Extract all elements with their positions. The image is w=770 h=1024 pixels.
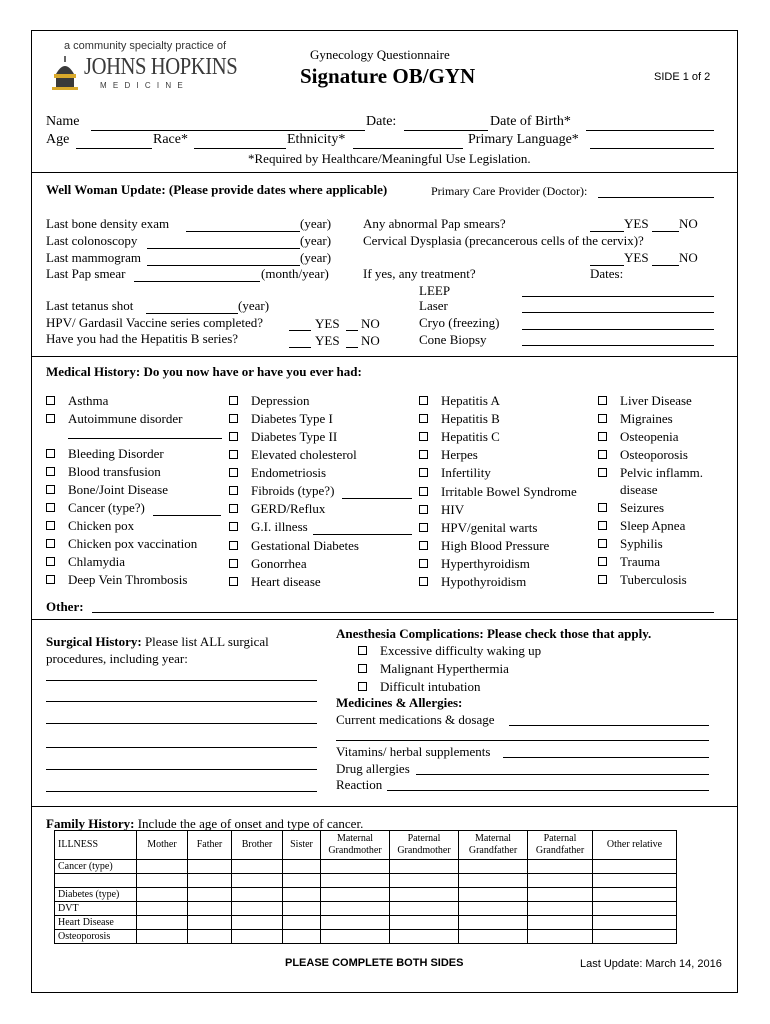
- laser-date-field[interactable]: [522, 312, 714, 313]
- row-dvt: DVT: [55, 902, 137, 916]
- tetanus-unit: (year): [238, 298, 270, 313]
- hepb-label: Have you had the Hepatitis B series?: [46, 331, 239, 346]
- header-brother: Brother: [232, 831, 283, 860]
- colonoscopy-unit: (year): [300, 233, 332, 248]
- abnormal-pap-no-field[interactable]: [652, 231, 679, 232]
- checkbox[interactable]: [419, 487, 428, 496]
- current-medications-label: Current medications & dosage: [336, 712, 495, 727]
- divider: [31, 172, 738, 173]
- ethnicity-field[interactable]: [353, 148, 463, 149]
- checkbox[interactable]: [229, 432, 238, 441]
- dysplasia-no-field[interactable]: [652, 265, 679, 266]
- family-history-title: Family History: Include the age of onset and type of cancer.: [46, 816, 364, 831]
- hepb-yes-field[interactable]: [289, 347, 311, 348]
- surgical-line[interactable]: [46, 723, 317, 724]
- hpv-no: NO: [361, 316, 380, 331]
- language-field[interactable]: [590, 148, 714, 149]
- pelvic-continuation: disease: [620, 482, 658, 497]
- ethnicity-label: Ethnicity*: [287, 132, 346, 147]
- vitamins-field[interactable]: [503, 757, 709, 758]
- hpv-label: HPV/ Gardasil Vaccine series completed?: [46, 315, 264, 330]
- cryo-date-field[interactable]: [522, 329, 714, 330]
- tetanus-field[interactable]: [146, 313, 238, 314]
- hpv-yes: YES: [315, 316, 340, 331]
- mammogram-unit: (year): [300, 250, 332, 265]
- header-sister: Sister: [283, 831, 321, 860]
- checkbox[interactable]: [419, 396, 428, 405]
- checkbox[interactable]: [46, 449, 55, 458]
- checkbox[interactable]: [229, 541, 238, 550]
- leep-date-field[interactable]: [522, 296, 714, 297]
- checkbox[interactable]: [46, 414, 55, 423]
- surgical-line[interactable]: [46, 747, 317, 748]
- checkbox[interactable]: [229, 486, 238, 495]
- bone-density-label: Last bone density exam: [46, 216, 170, 231]
- divider: [31, 806, 738, 807]
- checkbox[interactable]: [46, 539, 55, 548]
- mammogram-label: Last mammogram: [46, 250, 141, 265]
- checkbox[interactable]: [598, 414, 607, 423]
- checkbox[interactable]: [598, 468, 607, 477]
- colonoscopy-label: Last colonoscopy: [46, 233, 138, 248]
- drug-allergies-field[interactable]: [416, 774, 709, 775]
- checkbox[interactable]: [419, 505, 428, 514]
- side-label: SIDE 1 of 2: [654, 71, 711, 83]
- family-history-table: [54, 830, 677, 944]
- checkbox[interactable]: [598, 575, 607, 584]
- hepb-yes: YES: [315, 333, 340, 348]
- header-other-relative: Other relative: [593, 831, 677, 860]
- pap-unit: (month/year): [261, 266, 329, 281]
- checkbox[interactable]: [358, 682, 367, 691]
- cryo-label: Cryo (freezing): [419, 315, 500, 330]
- pap-label: Last Pap smear: [46, 266, 126, 281]
- abnormal-pap-yes-field[interactable]: [590, 231, 624, 232]
- row-heart-disease: Heart Disease: [55, 916, 137, 930]
- checkbox[interactable]: [46, 467, 55, 476]
- name-label: Name: [46, 114, 80, 129]
- checkbox[interactable]: [419, 414, 428, 423]
- colonoscopy-field[interactable]: [147, 248, 300, 249]
- row-blank: [55, 874, 137, 888]
- row-cancer: Cancer (type): [55, 860, 137, 874]
- dob-label: Date of Birth*: [490, 114, 571, 129]
- laser-label: Laser: [419, 298, 448, 313]
- hpv-no-field[interactable]: [346, 330, 358, 331]
- checkbox[interactable]: [419, 468, 428, 477]
- well-woman-title: Well Woman Update: (Please provide dates where applicable): [46, 182, 388, 197]
- checkbox[interactable]: [46, 575, 55, 584]
- dob-field[interactable]: [586, 130, 714, 131]
- surgical-line[interactable]: [46, 769, 317, 770]
- dates-label: Dates:: [590, 266, 624, 281]
- checkbox[interactable]: [598, 521, 607, 530]
- checkbox[interactable]: [598, 557, 607, 566]
- age-field[interactable]: [76, 148, 152, 149]
- checkbox[interactable]: [229, 396, 238, 405]
- checkbox[interactable]: [358, 646, 367, 655]
- medications-line[interactable]: [336, 740, 709, 741]
- checkbox[interactable]: [229, 504, 238, 513]
- race-label: Race*: [153, 132, 188, 147]
- pcp-label: Primary Care Provider (Doctor):: [431, 184, 588, 198]
- medical-history-title: Medical History: Do you now have or have you ever had:: [46, 364, 362, 379]
- surgical-line[interactable]: [46, 680, 317, 681]
- other-label: Other:: [46, 599, 84, 614]
- checkbox[interactable]: [229, 468, 238, 477]
- checkbox[interactable]: [46, 521, 55, 530]
- surgical-line[interactable]: [46, 791, 317, 792]
- checkbox[interactable]: [598, 432, 607, 441]
- pap-field[interactable]: [134, 281, 260, 282]
- anesthesia-title: Anesthesia Complications: Please check those that apply.: [336, 626, 652, 641]
- checkbox[interactable]: [229, 414, 238, 423]
- date-field[interactable]: [404, 130, 488, 131]
- checkbox[interactable]: [46, 557, 55, 566]
- fibroids-type-field[interactable]: [342, 498, 412, 499]
- header-paternal-grandfather: Paternal Grandfather: [528, 831, 593, 860]
- medicines-title: Medicines & Allergies:: [336, 695, 463, 710]
- hepb-no: NO: [361, 333, 380, 348]
- reaction-label: Reaction: [336, 777, 383, 792]
- header-maternal-grandfather: Maternal Grandfather: [459, 831, 528, 860]
- checkbox[interactable]: [419, 523, 428, 532]
- treatment-label: If yes, any treatment?: [363, 266, 476, 281]
- cone-date-field[interactable]: [522, 345, 714, 346]
- language-label: Primary Language*: [468, 132, 579, 147]
- last-update: Last Update: March 14, 2016: [580, 958, 722, 970]
- dysplasia-label: Cervical Dysplasia (precancerous cells of the cervix)?: [363, 233, 644, 248]
- reaction-field[interactable]: [387, 790, 709, 791]
- hepb-no-field[interactable]: [346, 347, 358, 348]
- age-label: Age: [46, 132, 70, 147]
- other-field[interactable]: [92, 612, 714, 613]
- checkbox[interactable]: [419, 450, 428, 459]
- form-title: Gynecology Questionnaire: [310, 47, 450, 62]
- bone-density-unit: (year): [300, 216, 332, 231]
- name-field[interactable]: [91, 130, 365, 131]
- date-label: Date:: [366, 114, 397, 129]
- checkbox[interactable]: [419, 541, 428, 550]
- johns-hopkins-dome-logo: [50, 54, 80, 92]
- checkbox[interactable]: [229, 559, 238, 568]
- dysplasia-yes: YES: [624, 250, 649, 265]
- row-osteoporosis: Osteoporosis: [55, 930, 137, 944]
- checkbox[interactable]: [419, 577, 428, 586]
- header-illness: ILLNESS: [55, 831, 137, 860]
- checkbox[interactable]: [598, 450, 607, 459]
- practice-name: Signature OB/GYN: [300, 64, 476, 88]
- checkbox[interactable]: [229, 450, 238, 459]
- divider: [31, 619, 738, 620]
- surgical-history-subtitle: procedures, including year:: [46, 651, 188, 666]
- pcp-field[interactable]: [598, 197, 714, 198]
- dysplasia-no: NO: [679, 250, 698, 265]
- hpv-yes-field[interactable]: [289, 330, 311, 331]
- vitamins-label: Vitamins/ herbal supplements: [336, 744, 491, 759]
- logo-tagline: a community specialty practice of: [64, 40, 227, 52]
- current-medications-field[interactable]: [509, 725, 709, 726]
- checkbox[interactable]: [229, 577, 238, 586]
- logo-subtitle: M E D I C I N E: [100, 81, 185, 90]
- row-diabetes: Diabetes (type): [55, 888, 137, 902]
- checkbox[interactable]: [358, 664, 367, 673]
- checkbox[interactable]: [598, 539, 607, 548]
- leep-label: LEEP: [419, 283, 451, 298]
- surgical-line[interactable]: [46, 701, 317, 702]
- header-paternal-grandmother: Paternal Grandmother: [390, 831, 459, 860]
- race-field[interactable]: [194, 148, 286, 149]
- complete-both-sides-note: PLEASE COMPLETE BOTH SIDES: [285, 957, 464, 969]
- checkbox[interactable]: [229, 522, 238, 531]
- gi-illness-field[interactable]: [313, 534, 412, 535]
- header-father: Father: [188, 831, 232, 860]
- header-maternal-grandmother: Maternal Grandmother: [321, 831, 390, 860]
- required-note: *Required by Healthcare/Meaningful Use Legislation.: [248, 151, 531, 166]
- checkbox[interactable]: [46, 485, 55, 494]
- abnormal-pap-label: Any abnormal Pap smears?: [363, 216, 506, 231]
- abnormal-pap-yes: YES: [624, 216, 649, 231]
- checkbox[interactable]: [598, 503, 607, 512]
- logo-name: JOHNS HOPKINS: [84, 54, 238, 80]
- checkbox[interactable]: [419, 559, 428, 568]
- drug-allergies-label: Drug allergies: [336, 761, 410, 776]
- divider: [31, 356, 738, 357]
- tetanus-label: Last tetanus shot: [46, 298, 134, 313]
- checkbox[interactable]: [46, 396, 55, 405]
- cancer-type-field[interactable]: [153, 515, 221, 516]
- bone-density-field[interactable]: [186, 231, 300, 232]
- autoimmune-type-field[interactable]: [68, 438, 222, 439]
- abnormal-pap-no: NO: [679, 216, 698, 231]
- cone-label: Cone Biopsy: [419, 332, 487, 347]
- checkbox[interactable]: [46, 503, 55, 512]
- header-mother: Mother: [137, 831, 188, 860]
- surgical-history-title: Surgical History: Please list ALL surgical: [46, 634, 269, 649]
- checkbox[interactable]: [598, 396, 607, 405]
- checkbox[interactable]: [419, 432, 428, 441]
